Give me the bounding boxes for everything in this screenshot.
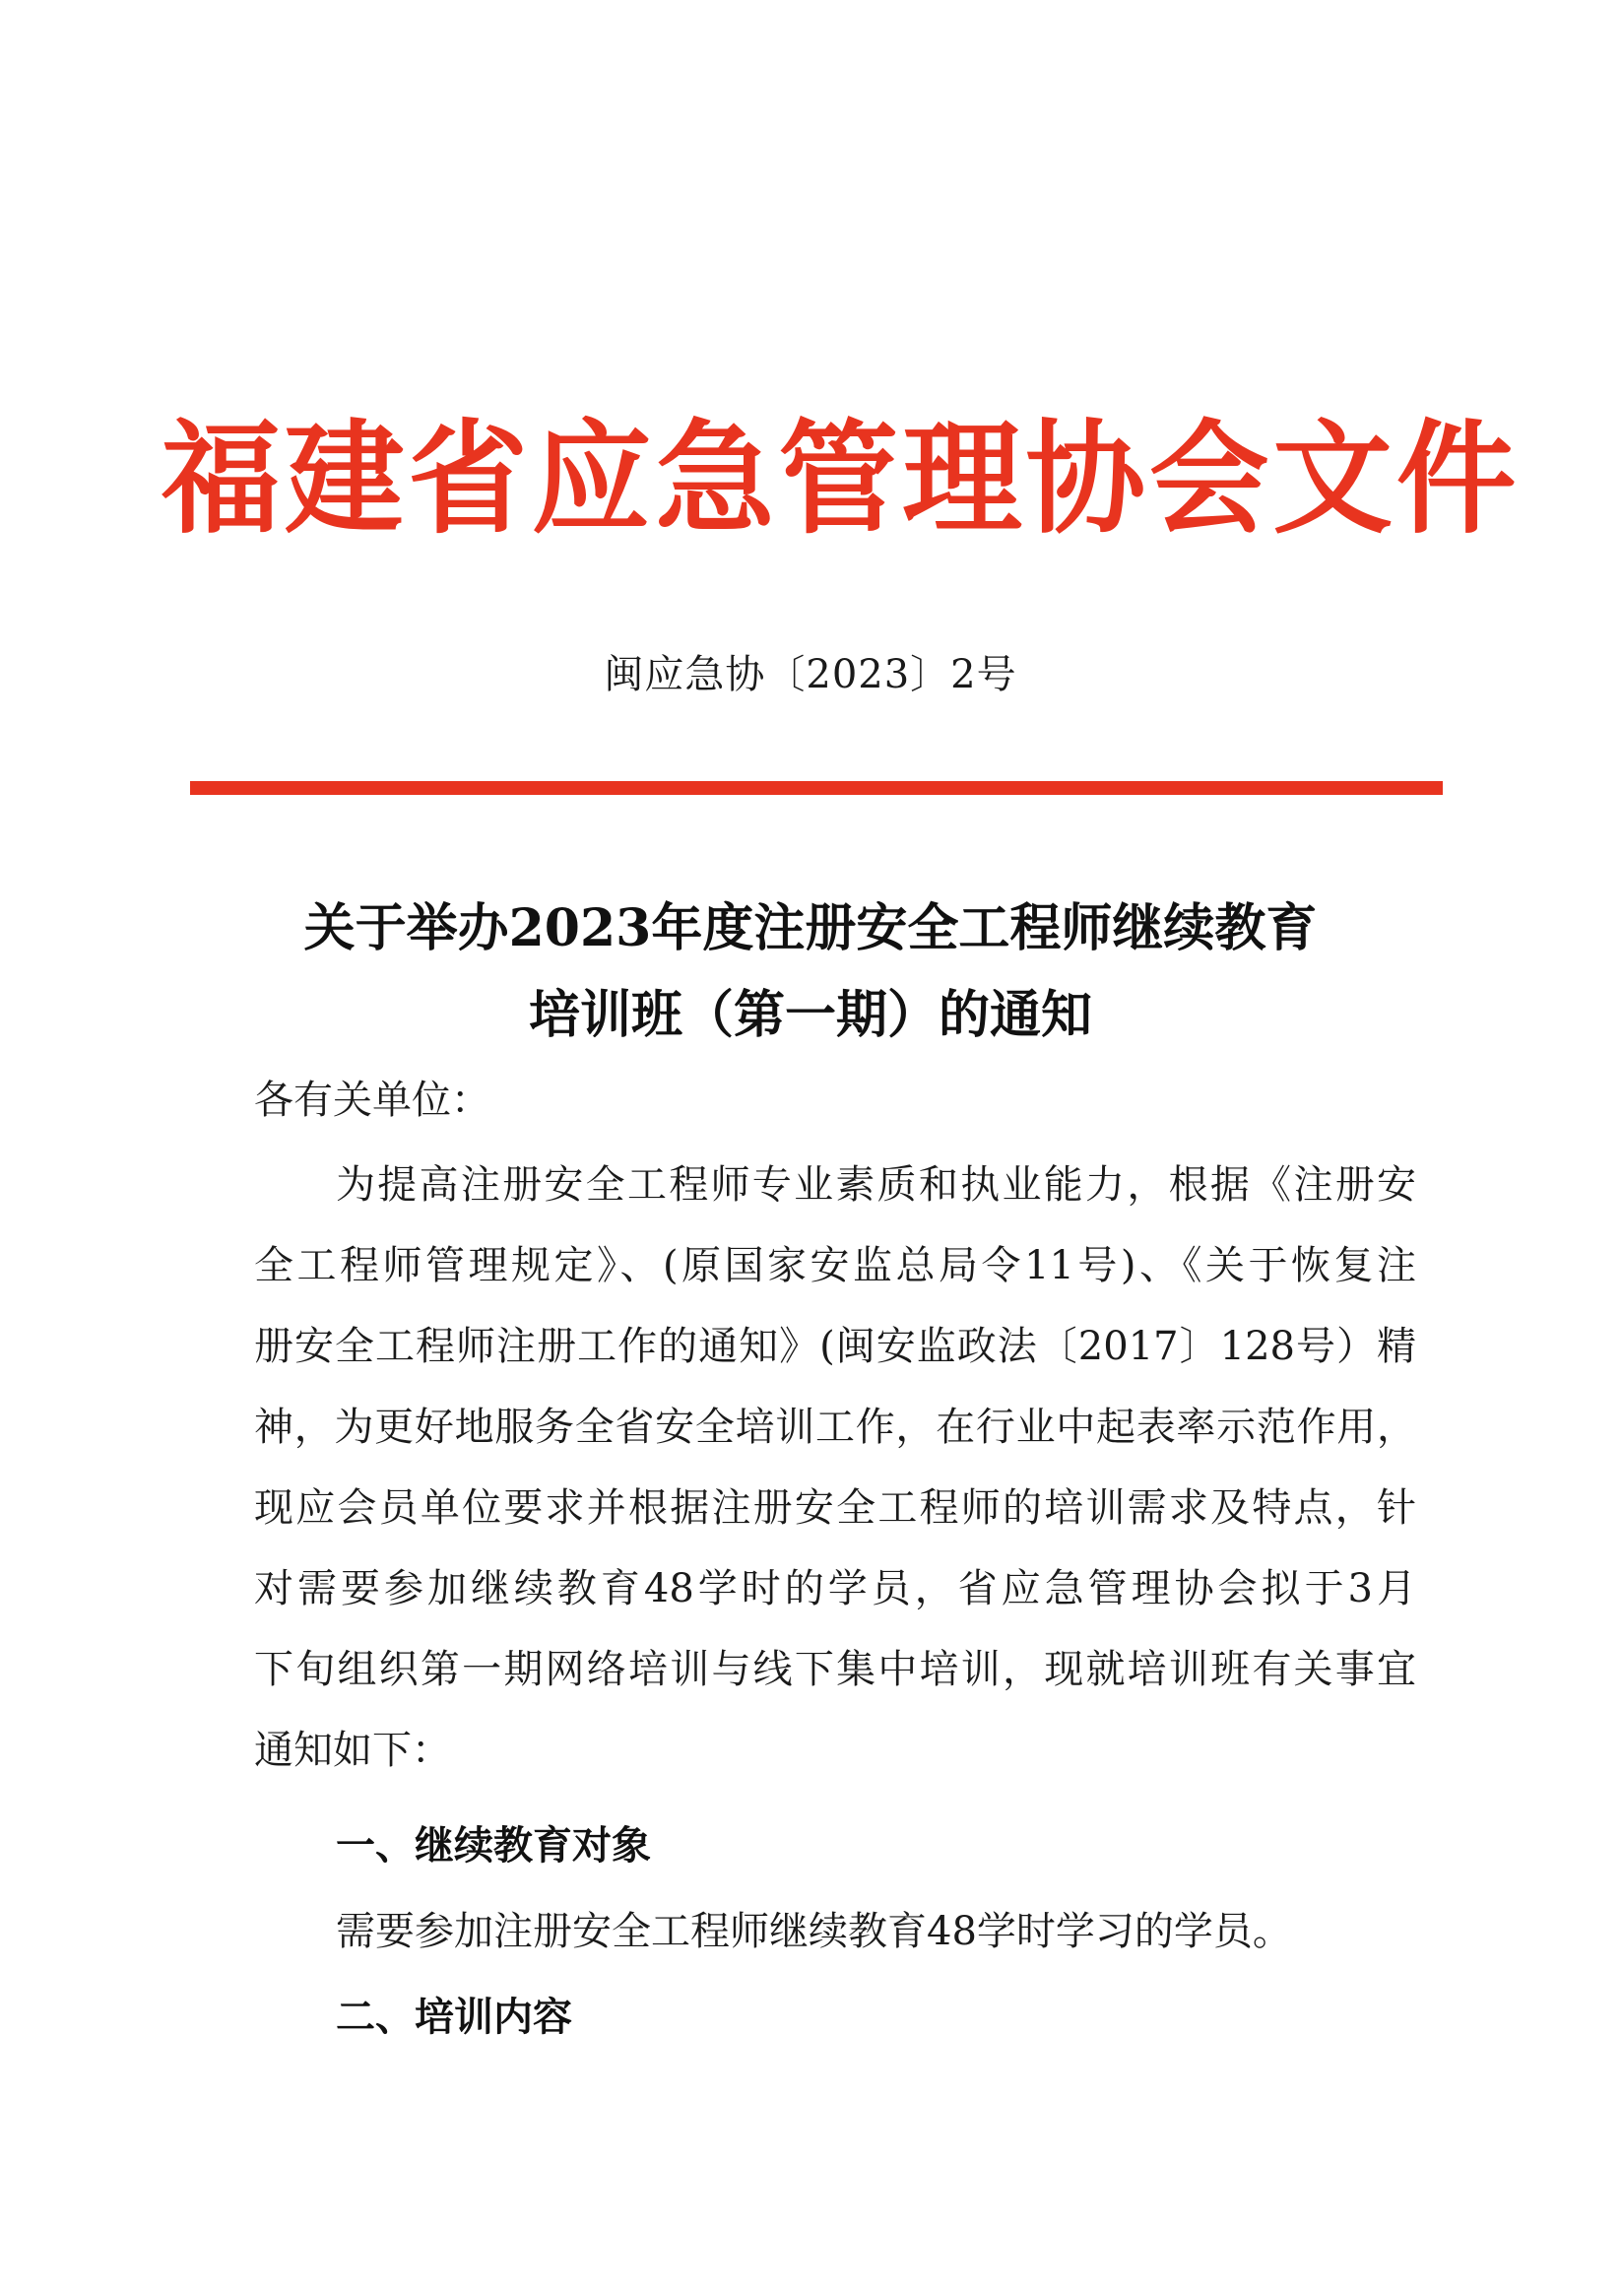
section-heading-2: 二、培训内容 — [336, 1995, 572, 2040]
section-1-text: 需要参加注册安全工程师继续教育48学时学习的学员。 — [336, 1909, 1292, 1954]
masthead-title: 福建省应急管理协会文件 — [161, 408, 1521, 551]
notice-title-line-1: 关于举办2023年度注册安全工程师继续教育 — [303, 898, 1318, 958]
paragraph-line: 神，为更好地服务全省安全培训工作，在行业中起表率示范作用， — [254, 1405, 1416, 1450]
document-number: 闽应急协〔2023〕2号 — [604, 652, 1017, 697]
salutation: 各有关单位： — [254, 1078, 490, 1123]
paragraph-line: 下旬组织第一期网络培训与线下集中培训，现就培训班有关事宜 — [254, 1647, 1416, 1692]
paragraph-line: 为提高注册安全工程师专业素质和执业能力，根据《注册安 — [336, 1162, 1416, 1208]
notice-title-line-2: 培训班（第一期）的通知 — [528, 985, 1092, 1045]
paragraph-line: 册安全工程师注册工作的通知》(闽安监政法〔2017〕128号）精 — [254, 1324, 1416, 1369]
paragraph-line: 通知如下： — [254, 1728, 451, 1773]
section-heading-1: 一、继续教育对象 — [336, 1823, 651, 1869]
paragraph-line: 现应会员单位要求并根据注册安全工程师的培训需求及特点，针 — [254, 1485, 1416, 1531]
red-divider-line — [190, 781, 1443, 795]
paragraph-line: 对需要参加继续教育48学时的学员，省应急管理协会拟于3月 — [254, 1566, 1416, 1611]
paragraph-line: 全工程师管理规定》、(原国家安监总局令11号)、《关于恢复注 — [254, 1243, 1416, 1288]
